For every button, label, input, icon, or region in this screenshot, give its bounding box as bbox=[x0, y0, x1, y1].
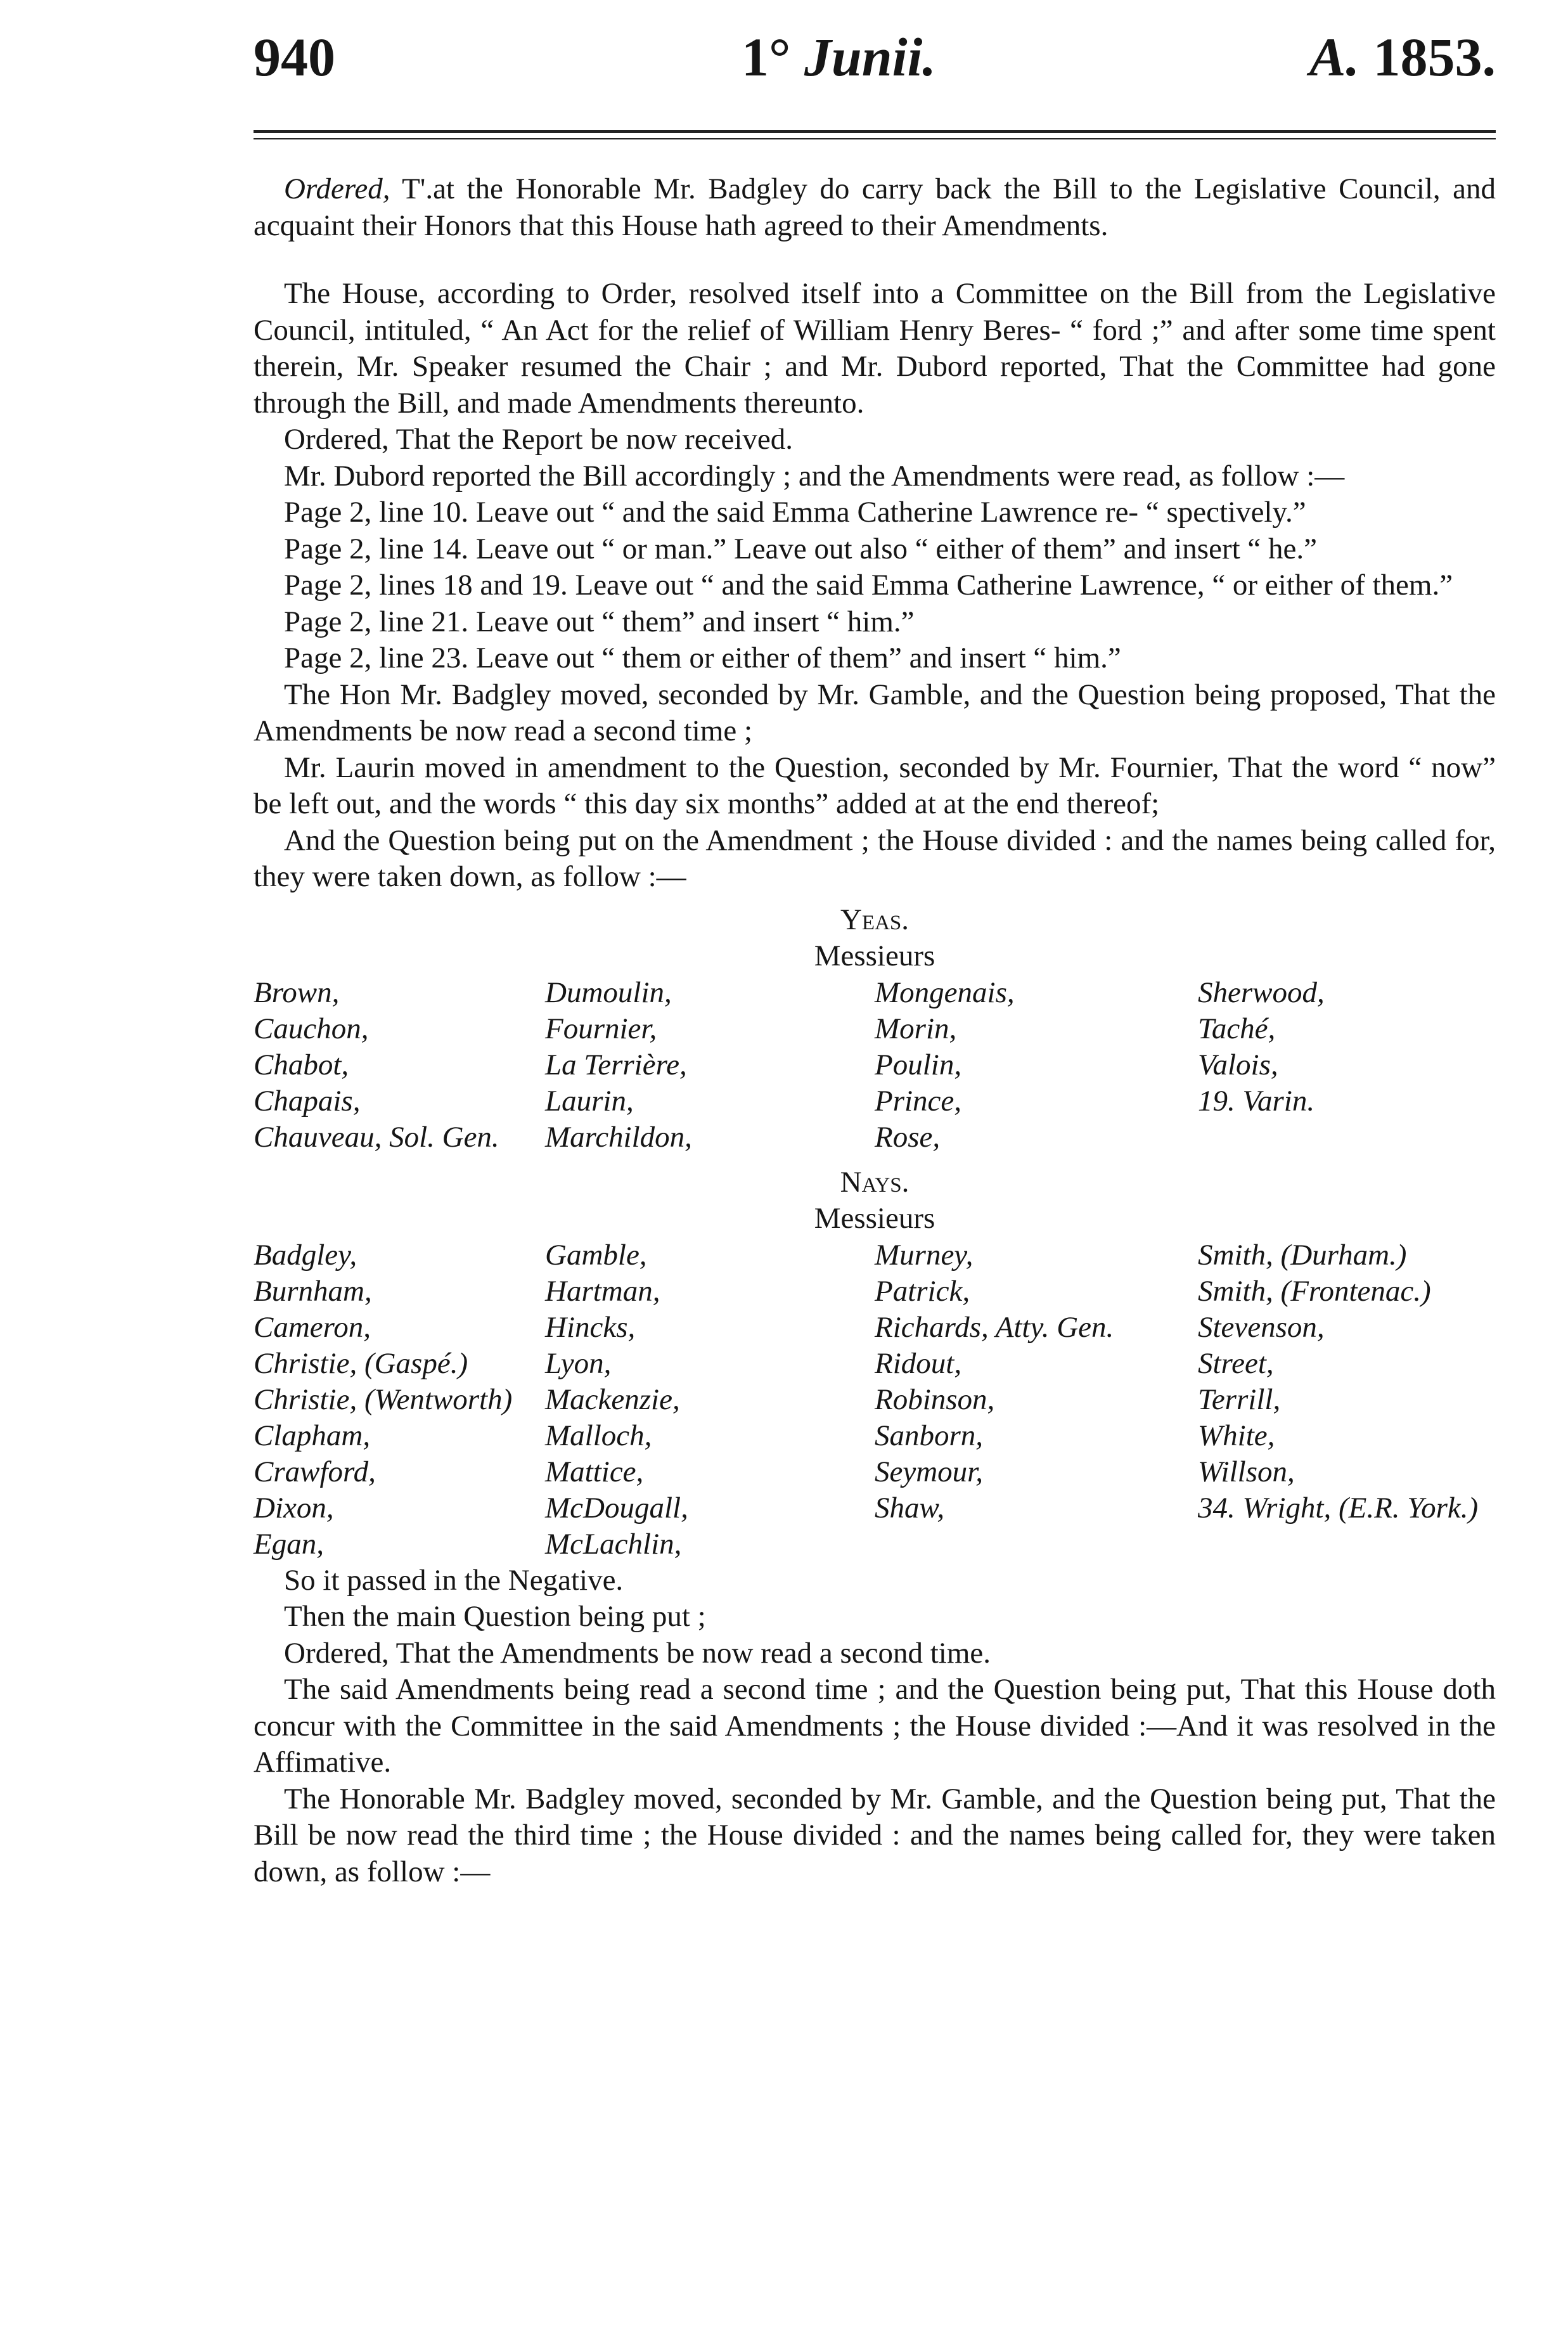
running-header bbox=[254, 25, 1496, 108]
nays-subheading: Messieurs bbox=[814, 1202, 935, 1235]
journal-text bbox=[254, 171, 1496, 1890]
paragraph: Page 2, lines 18 and 19. Leave out “ and the said Emma Catherine Lawrence, “ or either of them.” bbox=[284, 569, 1453, 602]
yeas-subheading: Messieurs bbox=[814, 939, 935, 972]
table-row: Dixon, McDougall, Shaw, 34. Wright, (E.R. York.) bbox=[254, 1491, 1479, 1524]
header-rule-thick bbox=[254, 130, 1496, 133]
nays-table bbox=[254, 1237, 1496, 1563]
table-row: Crawford, Mattice, Seymour, Willson, bbox=[254, 1455, 1295, 1488]
table-row: Christie, (Wentworth) Mackenzie, Robinson, Terrill, bbox=[254, 1382, 1281, 1416]
paragraph: Page 2, line 10. Leave out “ and the said Emma Catherine Lawrence re- “ spectively.” bbox=[284, 496, 1306, 529]
yeas-heading: Yeas. bbox=[840, 903, 909, 936]
table-row: Chapais, Laurin, Prince, 19. Varin. bbox=[254, 1084, 1315, 1118]
paragraph: Ordered, T'.at the Honorable Mr. Badgley do carry back the Bill to the Legislative Council, and acquaint their Honors that this House hath agreed to their Amendments. bbox=[254, 172, 1496, 242]
paragraph: The House, according to Order, resolved itself into a Committee on the Bill from the Legislative Council, intituled, “ An Act for the relief of William Henry Beres- “ ford ;” and after some time spent therein, Mr. Speaker resumed the Chair ; and Mr. Dubord reported, That the Committee had gone through the Bill, and made Amendments thereunto. bbox=[254, 277, 1496, 420]
paragraph: The said Amendments being read a second time ; and the Question being put, That this House doth concur with the Committee in the said Amendments ; the House divided :—And it was resolved in the Affimative. bbox=[254, 1673, 1496, 1779]
paragraph: Page 2, line 23. Leave out “ them or either of them” and insert “ him.” bbox=[284, 641, 1121, 674]
page-number: 940 bbox=[254, 27, 335, 87]
paragraph: Page 2, line 21. Leave out “ them” and insert “ him.” bbox=[284, 605, 915, 638]
paragraph: And the Question being put on the Amendment ; the House divided : and the names being called for, they were taken down, as follow :— bbox=[254, 823, 1496, 893]
table-row: Chabot, La Terrière, Poulin, Valois, bbox=[254, 1048, 1278, 1081]
table-row: Brown, Dumoulin, Mongenais, Sherwood, bbox=[254, 976, 1325, 1009]
paragraph: Page 2, line 14. Leave out “ or man.” Leave out also “ either of them” and insert “ he.” bbox=[284, 532, 1317, 565]
nays-heading: Nays. bbox=[840, 1165, 909, 1199]
paragraph: Ordered, That the Amendments be now read a second time. bbox=[284, 1636, 991, 1670]
table-row: Christie, (Gaspé.) Lyon, Ridout, Street, bbox=[254, 1346, 1274, 1380]
table-row: Egan, McLachlin, bbox=[254, 1527, 682, 1561]
table-row: Clapham, Malloch, Sanborn, White, bbox=[254, 1419, 1275, 1452]
yeas-table bbox=[254, 975, 1496, 1156]
header-rule-thin bbox=[254, 138, 1496, 139]
paragraph: Mr. Dubord reported the Bill accordingly ; and the Amendments were read, as follow :— bbox=[284, 459, 1345, 493]
paragraph: Then the main Question being put ; bbox=[284, 1600, 706, 1633]
header-date: 1° Junii. bbox=[742, 27, 936, 87]
paragraph: Ordered, That the Report be now received. bbox=[284, 423, 794, 456]
paragraph: So it passed in the Negative. bbox=[284, 1563, 624, 1597]
table-row: Badgley, Gamble, Murney, Smith, (Durham.) bbox=[254, 1238, 1407, 1272]
paragraph: The Honorable Mr. Badgley moved, seconded by Mr. Gamble, and the Question being put, That the Bill be now read the third time ; the House divided : and the names being called for, they were taken down, as follow :— bbox=[254, 1782, 1496, 1888]
paragraph: The Hon Mr. Badgley moved, seconded by Mr. Gamble, and the Question being proposed, That the Amendments be now read a second time ; bbox=[254, 678, 1496, 747]
table-row: Burnham, Hartman, Patrick, Smith, (Frontenac.) bbox=[254, 1274, 1431, 1308]
table-row: Cauchon, Fournier, Morin, Taché, bbox=[254, 1012, 1276, 1045]
header-year: A. 1853. bbox=[1309, 27, 1496, 87]
table-row: Cameron, Hincks, Richards, Atty. Gen. Stevenson, bbox=[254, 1310, 1325, 1344]
paragraph: Mr. Laurin moved in amendment to the Question, seconded by Mr. Fournier, That the word “ now” be left out, and the words “ this day six months” added at at the end thereof; bbox=[254, 751, 1496, 820]
table-row: Chauveau, Sol. Gen. Marchildon, Rose, bbox=[254, 1120, 941, 1154]
